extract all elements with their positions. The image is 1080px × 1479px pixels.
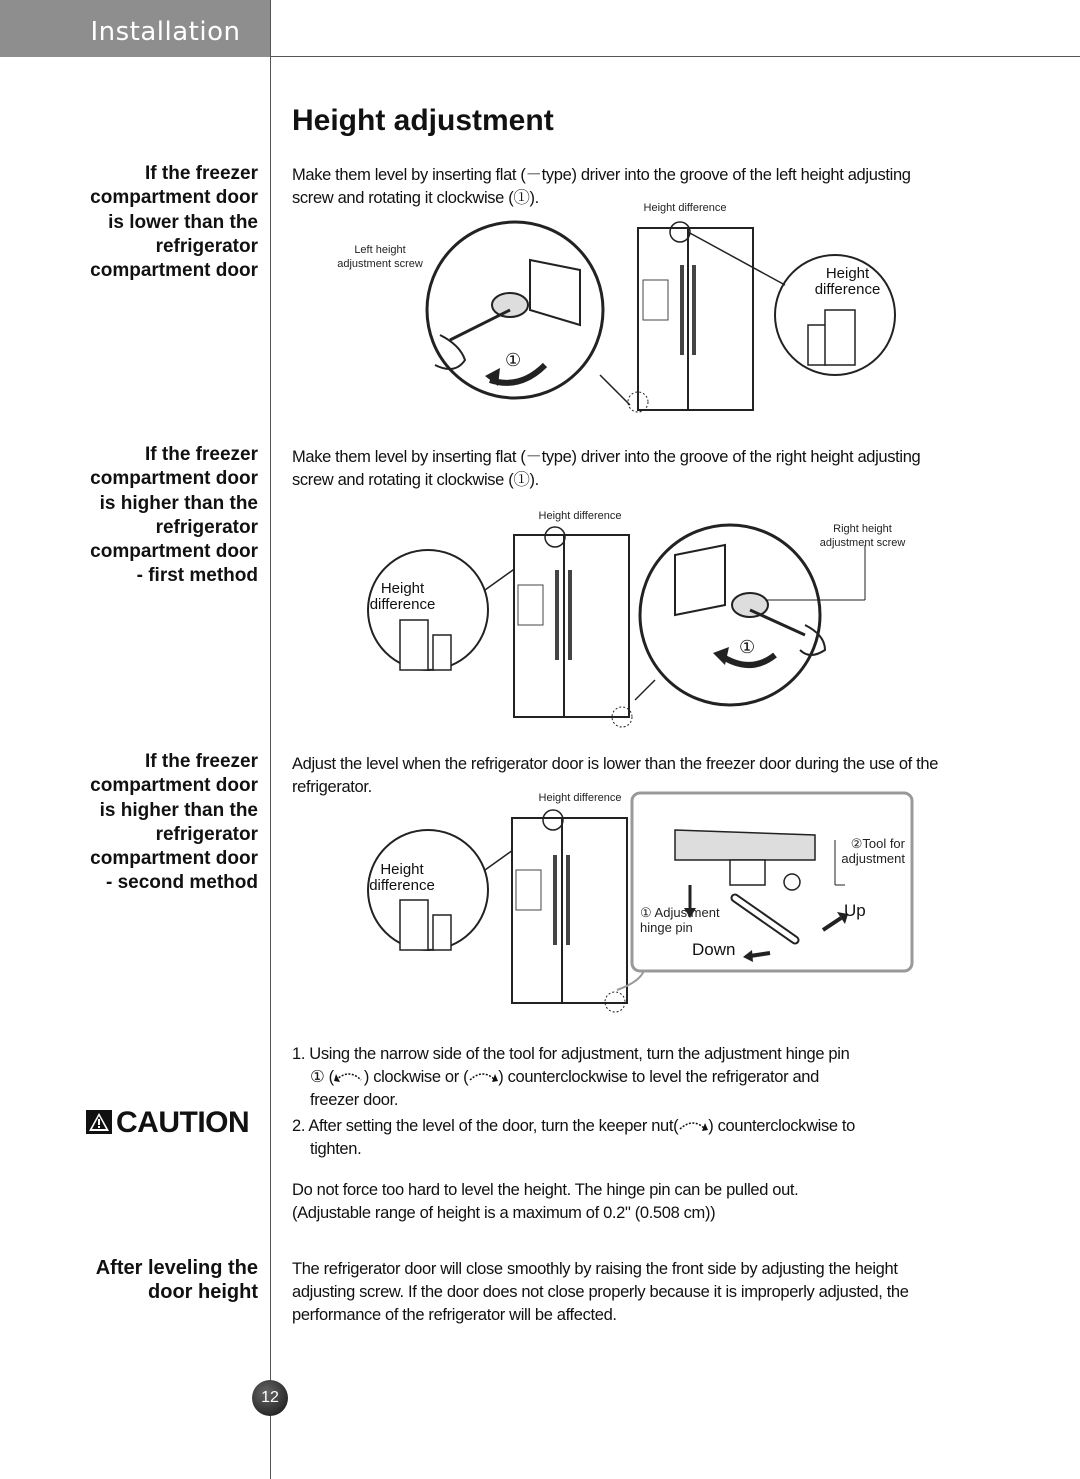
after-leveling-heading: After leveling the door height [95, 1257, 258, 1304]
step-1-continuation [292, 1066, 952, 1112]
step-1-text-d: ) counterclockwise to level the refrigerator and [498, 1068, 819, 1086]
fig3-height-difference-label: Height difference [538, 792, 622, 804]
margin-rule [270, 0, 271, 1479]
fig2-screw-label: Right height adjustment screw [819, 523, 906, 549]
step-2-text-a: After setting the level of the door, turn the keeper nut( [308, 1117, 679, 1135]
fig2-height-difference-label: Height difference [538, 510, 622, 522]
fig3-tool-label: ②Tool for adjustment [841, 836, 905, 866]
fig1-height-difference-label: Height difference [643, 202, 727, 214]
section-3-body: Adjust the level when the refrigerator door is lower than the freezer door during the use of the refrigerator. [292, 755, 939, 796]
section-2-heading: If the freezer compartment door is higher than the refrigerator compartment door - first method [90, 444, 258, 587]
page-number: 12 [252, 1380, 288, 1416]
fig1-screw-label: Left height adjustment screw [337, 244, 423, 270]
figure-hinge-pin [345, 790, 915, 1020]
counterclockwise-arrow-icon [468, 1070, 498, 1084]
caution-text: Do not force too hard to level the height. The hinge pin can be pulled out. (Adjustable range of height is a maximum of 0.2" (0.508 cm)) [292, 1181, 799, 1222]
caution-heading [86, 1106, 249, 1140]
section-1-body: Make them level by inserting flat (－type) driver into the groove of the left height adjusting screw and rotating it clockwise (①). [292, 166, 911, 207]
step-1-number: 1. [292, 1045, 306, 1063]
keeper-nut-arrow-icon [678, 1119, 708, 1133]
header-rule [271, 56, 1080, 57]
warning-triangle-icon [86, 1110, 112, 1134]
fig2-step-marker: ① [739, 637, 756, 657]
step-2-number: 2. [292, 1117, 306, 1135]
step-1 [292, 1043, 952, 1112]
fig3-down-label: Down [692, 940, 736, 959]
figure-left-screw [330, 200, 930, 430]
clockwise-arrow-icon [334, 1070, 364, 1084]
fig1-step-marker: ① [505, 350, 522, 370]
section-3-heading: If the freezer compartment door is higher than the refrigerator compartment door - second method [90, 751, 258, 894]
section-tab: Installation [0, 0, 271, 57]
fig1-detail-label: Height difference [814, 265, 881, 298]
page-title: Height adjustment [292, 104, 554, 137]
step-1-text-e: freezer door. [310, 1091, 399, 1109]
step-2-text-c: tighten. [310, 1140, 362, 1158]
fig3-up-label: Up [844, 901, 866, 920]
fig2-detail-label: Height difference [369, 580, 436, 613]
step-2-text-b: ) counterclockwise to [708, 1117, 855, 1135]
step-1-text-a: Using the narrow side of the tool for adjustment, turn the adjustment hinge pin [309, 1045, 850, 1063]
caution-label: CAUTION [116, 1106, 250, 1139]
section-2-body: Make them level by inserting flat (－type) driver into the groove of the right height adjusting screw and rotating it clockwise (①). [292, 448, 921, 489]
step-1-text-c: ) clockwise or ( [363, 1068, 469, 1086]
fig3-detail-label: Height difference [369, 861, 435, 894]
step-2 [292, 1115, 952, 1161]
after-leveling-body: The refrigerator door will close smoothly by raising the front side by adjusting the height adjusting screw. If the door does not close properly because it is improperly adjusted, the performance of the refrigerator will be affected. [292, 1260, 909, 1324]
fig3-pin-label: ① Adjustment hinge pin [640, 905, 720, 935]
section-1-heading: If the freezer compartment door is lower than the refrigerator compartment door [90, 163, 258, 282]
step-1-text-b: ① ( [310, 1068, 334, 1086]
